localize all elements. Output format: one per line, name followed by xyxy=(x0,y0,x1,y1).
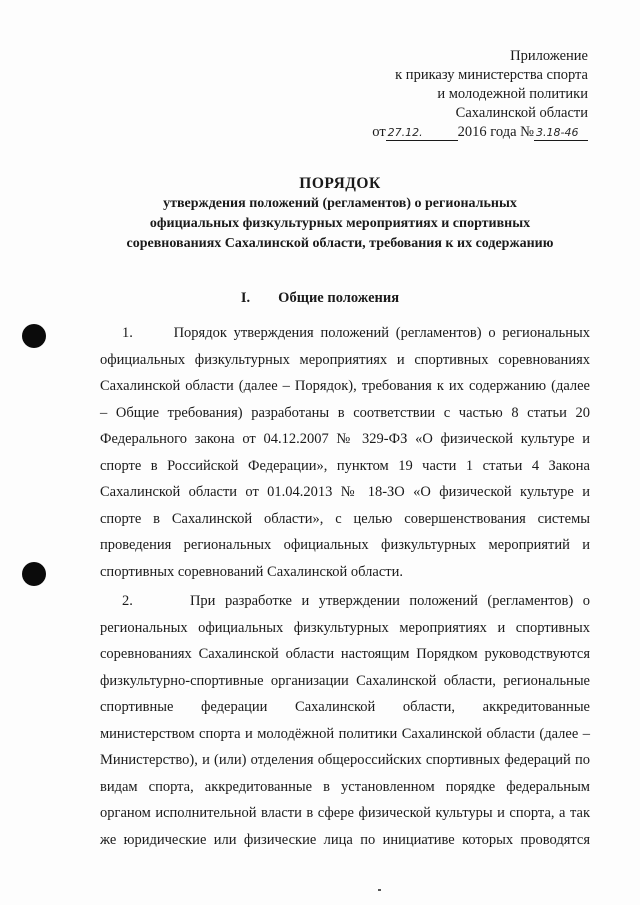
appendix-line: к приказу министерства спорта xyxy=(395,67,588,83)
paragraph-line: спорте в Сахалинской области», с целью совершенствования системы xyxy=(100,510,590,527)
title-subline: утверждения положений (регламентов) о региональных xyxy=(163,196,517,211)
appendix-line: Сахалинской области xyxy=(455,105,588,121)
paragraph-line: региональных официальных физкультурных мероприятиях и спортивных xyxy=(100,619,590,636)
paragraph-line: органом исполнительной власти в сфере физической культуры и спорта, а так xyxy=(100,805,590,821)
date-from-label: от xyxy=(372,124,386,140)
paragraph-line: спортивные федерации Сахалинской области, аккредитованные xyxy=(100,699,590,715)
appendix-line: Приложение xyxy=(510,48,588,64)
paragraph-line: Федерального закона от 04.12.2007 № 329-ФЗ «О физической культуре и xyxy=(100,431,590,447)
section-heading xyxy=(0,289,640,307)
paragraph-line: соревнованиях Сахалинской области настоящим Порядком руководствуются xyxy=(100,646,590,662)
handwritten-date: 27.12. xyxy=(386,126,458,141)
title-subline: официальных физкультурных мероприятиях и спортивных xyxy=(149,216,531,231)
paragraph-line: же юридические или физические лица по инициативе которых проводятся xyxy=(100,831,590,848)
paragraph-line: 1. Порядок утверждения положений (регламентов) о региональных xyxy=(122,325,590,341)
paragraph-line: министерством спорта и молодёжной политики Сахалинской области (далее – xyxy=(100,725,590,742)
punch-hole xyxy=(22,324,46,348)
handwritten-order-number: 3.18-46 xyxy=(534,126,588,141)
section-number: I. xyxy=(240,290,251,306)
paragraph-line: спортивных соревнований Сахалинской области. xyxy=(100,563,404,580)
paragraph-line: видам спорта, аккредитованные в установленном порядке федеральным xyxy=(100,778,590,795)
title-subline: соревнованиях Сахалинской области, требования к их содержанию xyxy=(126,236,554,251)
section-title: Общие положения xyxy=(278,290,400,306)
appendix-header xyxy=(372,47,588,142)
paragraph-line: проведения региональных официальных физкультурных мероприятий и xyxy=(100,537,590,553)
body-text xyxy=(100,320,590,853)
paragraph-line: Министерство), и (или) отделения общероссийских спортивных федераций по xyxy=(100,752,590,768)
paragraph-line: официальных физкультурных мероприятиях и спортивных соревнованиях xyxy=(100,351,590,368)
document-title xyxy=(60,174,620,254)
paragraph-line: Сахалинской области от 01.04.2013 № 18-ЗО «О физической культуре и xyxy=(100,484,590,500)
year-label: 2016 года № xyxy=(457,124,534,140)
appendix-line: и молодежной политики xyxy=(437,86,588,102)
paragraph-line: физкультурно-спортивные организации Сахалинской области, региональные xyxy=(100,672,590,689)
title-main: ПОРЯДОК xyxy=(299,175,381,192)
paragraph-line: Сахалинской области (далее – Порядок), требования к их содержанию (далее xyxy=(100,378,590,394)
scan-speck xyxy=(378,889,381,891)
paragraph-line: – Общие требования) разработаны в соответствии с частью 8 статьи 20 xyxy=(100,404,590,421)
paragraph-line: 2. При разработке и утверждении положений (регламентов) о xyxy=(122,593,590,609)
appendix-date-line xyxy=(372,123,588,142)
paragraph-line: спорте в Российской Федерации», пунктом 19 части 1 статьи 4 Закона xyxy=(100,457,590,474)
punch-hole xyxy=(22,562,46,586)
